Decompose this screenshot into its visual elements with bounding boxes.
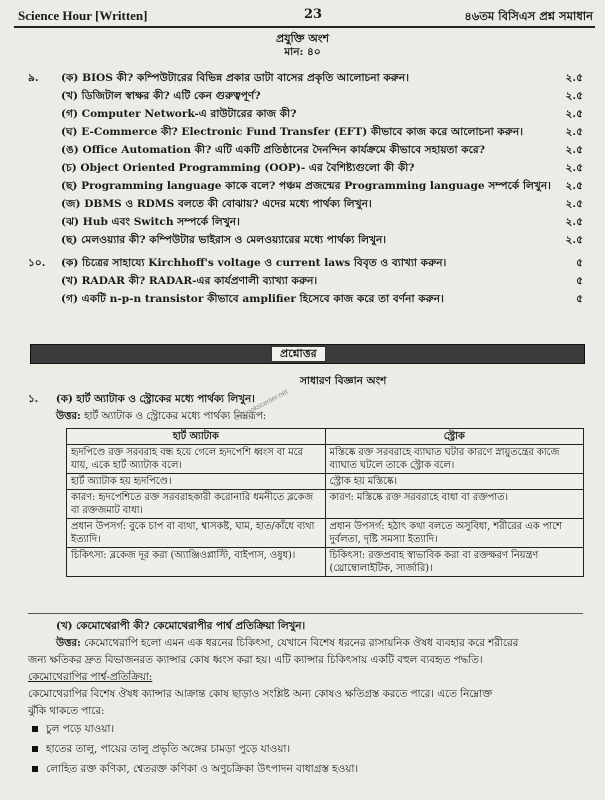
question-row: (ঝ) Hub এবং Switch সম্পর্কে লিখুন। ২.৫ [61,216,583,228]
table-cell: হার্ট অ্যাটাক হয় হৃদপিণ্ডে। [67,474,326,490]
side-effects-line1: কেমোথেরাপির বিশেষ ঔষধ ক্যান্সার আক্রান্ত কোষ ছাড়াও সংশ্লিষ্ট অন্য কোষও ক্ষতিগ্রস্ত করতে পারে। এতে নিম্নোক্ত [28,688,493,700]
section-title-general-science: সাধারণ বিজ্ঞান অংশ [300,375,387,387]
table-header-stroke: স্ট্রোক [325,429,584,445]
header-section-title: ৪৬তম বিসিএস প্রশ্ন সমাধান [464,9,593,23]
table-row [67,490,584,519]
divider [28,613,583,614]
section-title-technology: প্রযুক্তি অংশ [276,32,329,45]
table-row [67,474,584,490]
table-cell: স্ট্রোক হয় মস্তিষ্কে। [325,474,584,490]
list-item: চুল পড়ে যাওয়া। [32,722,114,739]
question-row: (ঙ) Office Automation কী? এটি একটি প্রতিষ্ঠানের দৈনন্দিন কার্যক্রমে কীভাবে সহায়তা করে? ২.৫ [61,144,583,156]
question-row: (জ) DBMS ও RDMS বলতে কী বোঝায়? এদের মধ্যে পার্থক্য লিখুন। ২.৫ [61,198,583,210]
question-row: (গ) একটি n-p-n transistor কীভাবে amplifier হিসেবে কাজ করে তা বর্ণনা করুন। ৫ [61,293,583,305]
table-cell: প্রধান উপসর্গ: হঠাৎ কথা বলতে অসুবিধা, শরীরের এক পাশে দুর্বলতা, দৃষ্টি সমস্যা ইত্যাদি। [325,519,584,548]
question-1b: (খ) কেমোথেরাপী কী? কেমোথেরাপীর পার্শ্ব প্রতিক্রিয়া লিখুন। [56,620,306,632]
table-cell: প্রধান উপসর্গ: বুকে চাপ বা ব্যথা, শ্বাসকষ্ট, ঘাম, হাত/কাঁধে ব্যথা ইত্যাদি। [67,519,326,548]
answer-1a-intro: উত্তর: হার্ট অ্যাটাক ও স্ট্রোকের মধ্যে পার্থক্য নিম্নরূপ: [56,410,267,422]
list-item: লোহিত রক্ত কণিকা, শ্বেতরক্ত কণিকা ও অণুচক্রিকা উৎপাদন বাধাগ্রস্ত হওয়া। [32,762,358,779]
side-effects-line2: ঝুঁকি থাকতে পারে: [28,705,105,717]
comparison-table [66,428,584,577]
question-row: (ঘ) E-Commerce কী? Electronic Fund Transfer (EFT) কীভাবে কাজ করে আলোচনা করুন। ২.৫ [61,126,583,138]
watermark: thebookscenter.net [233,388,290,423]
answer-1b-line2: জন্য ক্ষতিকর দ্রুত বিভাজনরত ক্যান্সার কোষ ধ্বংস করা হয়। এটি ক্যান্সার চিকিৎসায় একটি বহুল ব্যবহৃত পদ্ধতি। [28,654,483,666]
header-book-title: Science Hour [Written] [18,8,148,23]
table-header-row [67,429,584,445]
question-row: ১০. (ক) চিত্রের সাহায্যে Kirchhoff's voltage ও current laws বিবৃত ও ব্যাখ্যা করুন। ৫ [28,257,583,269]
table-row [67,445,584,474]
table-cell: মস্তিষ্কে রক্ত সরবরাহে ব্যাঘাত ঘটার কারণে স্নায়ুতন্ত্রের কাজে ব্যাঘাত ঘটলে তাকে স্ট্রোক বলে। [325,445,584,474]
page-number: 23 [304,7,323,22]
side-effects-title: কেমোথেরাপির পার্শ্ব-প্রতিক্রিয়া: [28,671,153,683]
question-row: (খ) ডিজিটাল স্বাক্ষর কী? এটি কেন গুরুত্বপূর্ণ? ২.৫ [61,90,583,102]
qa-banner-label: প্রশ্নোত্তর [271,346,326,362]
question-1a: ১. (ক) হার্ট অ্যাটাক ও স্ট্রোকের মধ্যে পার্থক্য লিখুন। [28,393,255,405]
question-row: (খ) RADAR কী? RADAR-এর কার্যপ্রণালী ব্যাখ্যা করুন। ৫ [61,275,583,287]
question-row: (ছ) মেলওয়্যার কী? কম্পিউটার ভাইরাস ও মেলওয়্যারের মধ্যে পার্থক্য লিখুন। ২.৫ [61,234,583,246]
question-row: ৯. (ক) BIOS কী? কম্পিউটারের বিভিন্ন প্রকার ডাটা বাসের প্রকৃতি আলোচনা করুন। ২.৫ [28,72,583,84]
question-row: (ছ) Programming language কাকে বলে? পঞ্চম প্রজন্মের Programming language সম্পর্কে লিখুন। ২.৫ [61,180,583,192]
table-header-heart-attack: হার্ট অ্যাটাক [67,429,326,445]
table-row [67,548,584,577]
table-row [67,519,584,548]
table-cell: কারণ: মস্তিষ্কে রক্ত সরবরাহে বাধা বা রক্তপাত। [325,490,584,519]
question-row: (গ) Computer Network-এ রাউটারের কাজ কী? ২.৫ [61,108,583,120]
table-cell: কারণ: হৃদপেশিতে রক্ত সরবরাহকারী করোনারি ধমনীতে ব্লকেজ বা রক্তজমাট বাধা। [67,490,326,519]
bullet-icon [32,766,38,772]
table-cell: হৃদপিণ্ডে রক্ত সরবরাহ বন্ধ হয়ে গেলে হৃদপেশি ধ্বংস বা মরে যায়, একে হার্ট অ্যাটাক বলে। [67,445,326,474]
answer-1b-line1: উত্তর: কেমোথেরাপি হলো এমন এক ধরনের চিকিৎসা, যেখানে বিশেষ ধরনের রাসায়নিক ঔষধ ব্যবহার করে শরীরের [56,637,519,649]
question-row: (চ) Object Oriented Programming (OOP)- এর বৈশিষ্ট্যগুলো কী কী? ২.৫ [61,162,583,174]
page-header [14,6,595,28]
section-marks: মান: ৪০ [284,46,321,58]
list-item: হাতের তালু, পায়ের তালু প্রভৃতি অঙ্গের চামড়া পুড়ে যাওয়া। [32,742,290,759]
bullet-icon [32,746,38,752]
table-cell: চিকিৎসা: রক্তপ্রবাহ স্বাভাবিক করা বা রক্তক্ষরণ নিয়ন্ত্রণ (থ্রোম্বোলাইটিক, সার্জারি)। [325,548,584,577]
table-cell: চিকিৎসা: ব্লকেজ দূর করা (অ্যাঞ্জিওপ্লাস্টি, বাইপাস, ওষুধ)। [67,548,326,577]
qa-section-banner [30,344,585,364]
bullet-icon [32,726,38,732]
